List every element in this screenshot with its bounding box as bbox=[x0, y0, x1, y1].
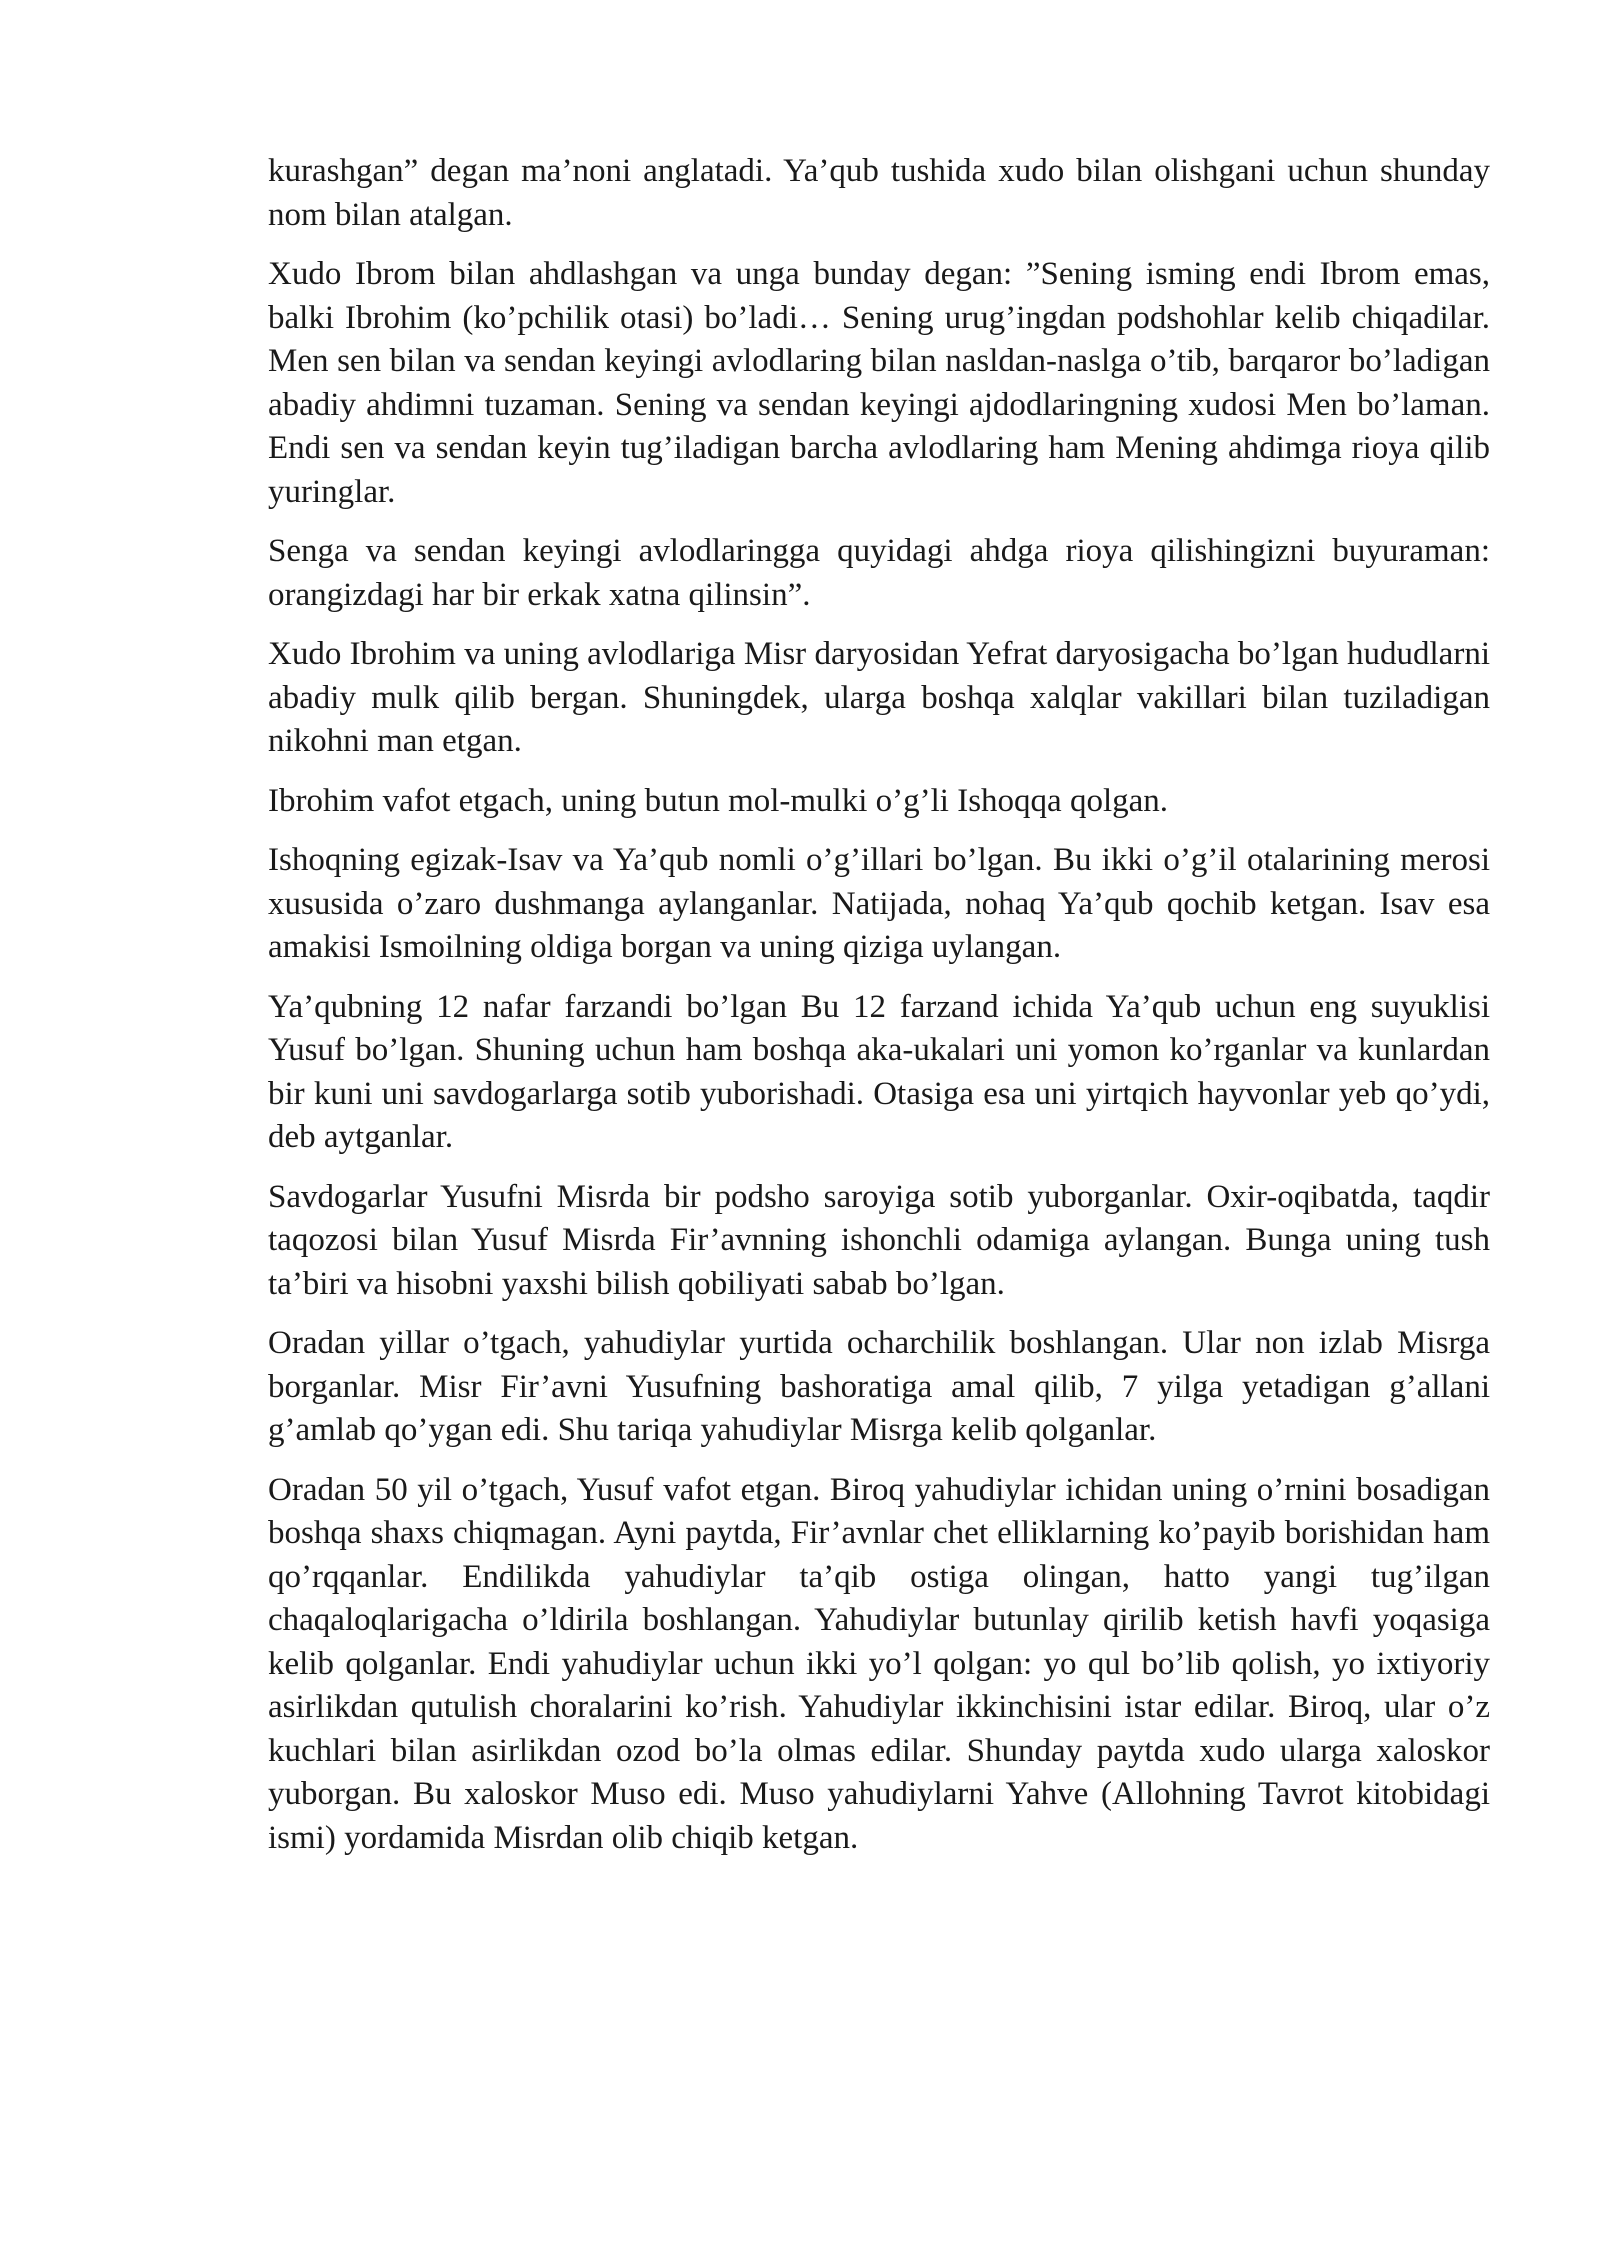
paragraph: Ishoqning egizak-Isav va Ya’qub nomli o’g’illari bo’lgan. Bu ikki o’g’il otalarining merosi xususida o’zaro dushmanga aylanganlar. Natijada, nohaq Ya’qub qochib ketgan. Isav esa amakisi Ismoilning oldiga borgan va uning qiziga uylangan. bbox=[268, 842, 1490, 965]
paragraph: Oradan yillar o’tgach, yahudiylar yurtida ocharchilik boshlangan. Ular non izlab Misrga borganlar. Misr Fir’avni Yusufning bashoratiga amal qilib, 7 yilga yetadigan g’allani g’amlab qo’ygan edi. Shu tariqa yahudiylar Misrga kelib qolganlar. bbox=[268, 1325, 1490, 1448]
paragraph: Ya’qubning 12 nafar farzandi bo’lgan Bu 12 farzand ichida Ya’qub uchun eng suyuklisi Yusuf bo’lgan. Shuning uchun ham boshqa aka-ukalari uni yomon ko’rganlar va kunlardan bir kuni uni savdogarlarga sotib yuborishadi. Otasiga esa uni yirtqich hayvonlar yeb qo’ydi, deb aytganlar. bbox=[268, 988, 1490, 1155]
paragraph: Oradan 50 yil o’tgach, Yusuf vafot etgan. Biroq yahudiylar ichidan uning o’rnini bosadigan boshqa shaxs chiqmagan. Ayni paytda, Fir’avnlar chet elliklarning ko’payib borishidan ham qo’rqqanlar. Endilikda yahudiylar ta’qib ostiga olingan, hatto yangi tug’ilgan chaqaloqlarigacha o’ldirila boshlangan. Yahudiylar butunlay qirilib ketish havfi yoqasiga kelib qolganlar. Endi yahudiylar uchun ikki yo’l qolgan: yo qul bo’lib qolish, yo ixtiyoriy asirlikdan qutulish choralarini ko’rish. Yahudiylar ikkinchisini istar edilar. Biroq, ular o’z kuchlari bilan asirlikdan ozod bo’la olmas edilar. Shunday paytda xudo ularga xaloskor yuborgan. Bu xaloskor Muso edi. Muso yahudiylarni Yahve (Allohning Tavrot kitobidagi ismi) yordamida Misrdan olib chiqib ketgan. bbox=[268, 1471, 1490, 1856]
paragraph: kurashgan” degan ma’noni anglatadi. Ya’qub tushida xudo bilan olishgani uchun shunday nom bilan atalgan. bbox=[268, 153, 1490, 233]
paragraph: Ibrohim vafot etgach, uning butun mol-mulki o’g’li Ishoqqa qolgan. bbox=[268, 782, 1169, 819]
paragraph: Xudo Ibrohim va uning avlodlariga Misr daryosidan Yefrat daryosigacha bo’lgan hududlarni abadiy mulk qilib bergan. Shuningdek, ularga boshqa xalqlar vakillari bilan tuziladigan nikohni man etgan. bbox=[268, 636, 1490, 759]
body-text bbox=[268, 150, 1490, 1876]
paragraph: Savdogarlar Yusufni Misrda bir podsho saroyiga sotib yuborganlar. Oxir-oqibatda, taqdir taqozosi bilan Yusuf Misrda Fir’avnning ishonchli odamiga aylangan. Bunga uning tush ta’biri va hisobni yaxshi bilish qobiliyati sabab bo’lgan. bbox=[268, 1178, 1490, 1302]
paragraph: Senga va sendan keyingi avlodlaringga quyidagi ahdga rioya qilishingizni buyuraman: orangizdagi har bir erkak xatna qilinsin”. bbox=[268, 533, 1490, 613]
paragraph: Xudo Ibrom bilan ahdlashgan va unga bunday degan: ”Sening isming endi Ibrom emas, balki Ibrohim (ko’pchilik otasi) bo’ladi… Sening urug’ingdan podshohlar kelib chiqadilar. Men sen bilan va sendan keyingi avlodlaring bilan nasldan-naslga o’tib, barqaror bo’ladigan abadiy ahdimni tuzaman. Sening va sendan keyingi ajdodlaringning xudosi Men bo’laman. Endi sen va sendan keyin tug’iladigan barcha avlodlaring ham Mening ahdimga rioya qilib yuringlar. bbox=[268, 256, 1490, 510]
